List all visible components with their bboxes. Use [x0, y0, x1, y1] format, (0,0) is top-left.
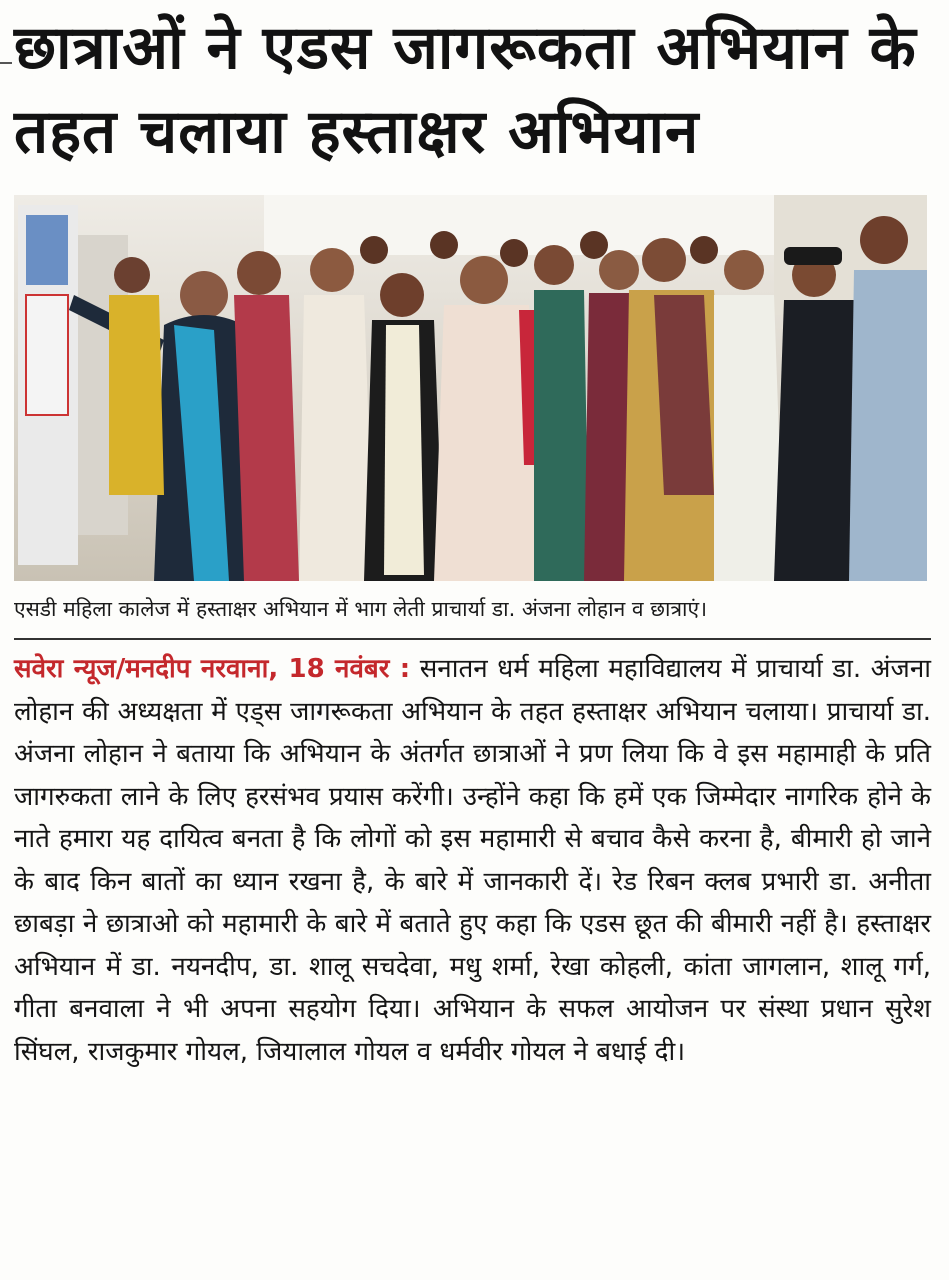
article-text: सनातन धर्म महिला महाविद्यालय में प्राचार्या डा. अंजना लोहान की अध्यक्षता में एड्स जागरूकता अभियान के तहत हस्ताक्षर अभियान चलाया। प्राचार्या डा. अंजना लोहान ने बताया कि अभियान के अंतर्गत छात्राओं ने प्रण लिया कि वे इस महामाही के प्रति जागरुकता लाने के लिए हरसंभव प्रयास करेंगी। उन्होंने कहा कि हमें एक जिम्मेदार नागरिक होने के नाते हमारा यह दायित्व बनता है कि लोगों को इस महामारी से बचाव कैसे करना है, बीमारी हो जाने के बाद किन बातों का ध्यान रखना है, के बारे में जानकारी दें। रेड रिबन क्लब प्रभारी डा. अनीता छाबड़ा ने छात्राओ को महामारी के बारे में बताते हुए कहा कि एडस छूत की बीमारी नहीं है। हस्ताक्षर अभियान में डा. नयनदीप, डा. शालू सचदेवा, मधु शर्मा, रेखा कोहली, कांता जागलान, शालू गर्ग, गीता बनवाला ने भी अपना सहयोग दिया। अभियान के सफल आयोजन पर संस्था प्रधान सुरेश सिंघल, राजकुमार गोयल, जियालाल गोयल व धर्मवीर गोयल ने बधाई दी।	[14, 654, 932, 1067]
photo-image	[14, 195, 927, 581]
news-photo	[14, 195, 927, 581]
caption-divider	[14, 638, 931, 640]
article-body	[14, 648, 931, 1073]
column-rule	[0, 62, 12, 64]
article-dateline: सवेरा न्यूज/मनदीप नरवाना, 18 नवंबर :	[14, 654, 411, 684]
photo-caption: एसडी महिला कालेज में हस्ताक्षर अभियान में भाग लेती प्राचार्या डा. अंजना लोहान व छात्राएं।	[14, 597, 708, 621]
headline: छात्राओं ने एडस जागरूकता अभियान के तहत चलाया हस्ताक्षर अभियान	[14, 13, 917, 167]
